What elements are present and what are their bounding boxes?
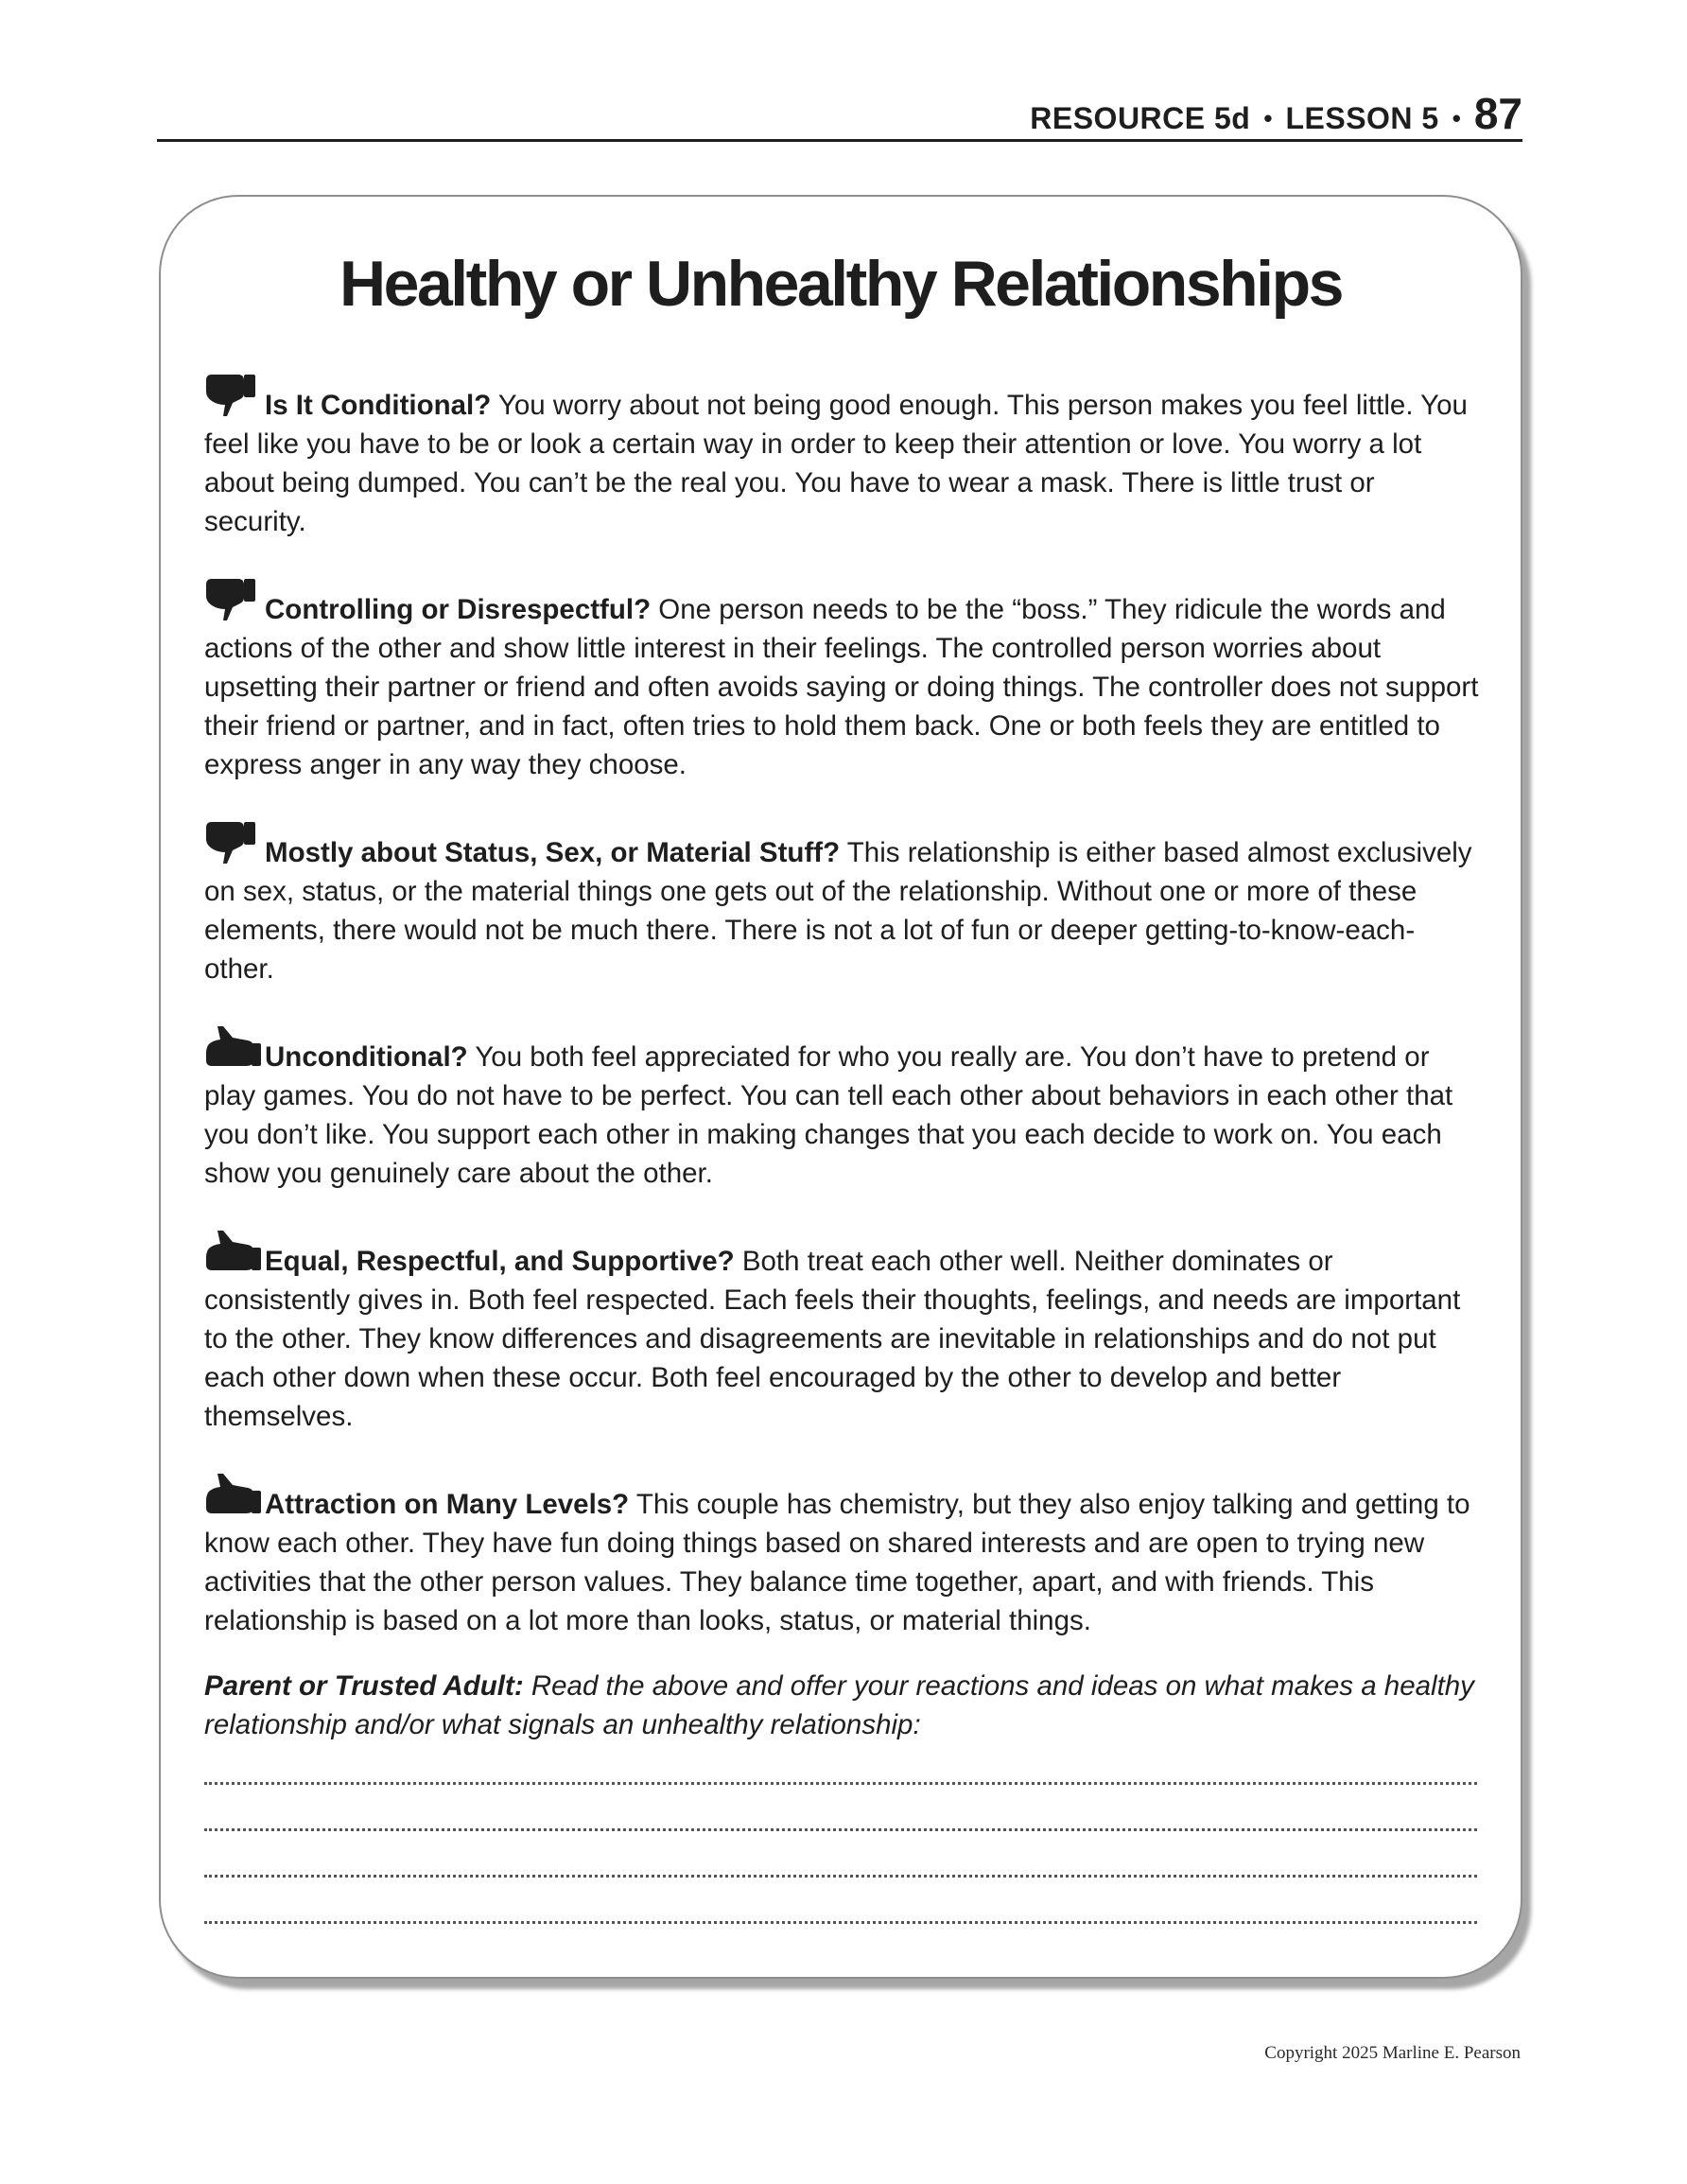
response-line[interactable]: [204, 1785, 1477, 1831]
relationship-list: [204, 344, 1481, 1676]
item-heading: Equal, Respectful, and Supportive?: [265, 1245, 735, 1277]
item-heading: Unconditional?: [265, 1040, 468, 1073]
adult-prompt: [204, 1667, 1490, 1744]
thumbs-down-icon: [204, 373, 263, 416]
header-bullet: •: [1452, 104, 1461, 132]
copyright-notice: Copyright 2025 Marline E. Pearson: [1264, 2043, 1521, 2063]
item-heading: Attraction on Many Levels?: [265, 1488, 630, 1520]
thumbs-up-icon: [204, 1472, 263, 1515]
list-item: [204, 577, 1481, 784]
list-item: [204, 1472, 1481, 1640]
response-line[interactable]: [204, 1831, 1477, 1878]
item-body: One person needs to be the “boss.” They ridicule the words and actions of the other and show little interest in their feelings. The controlled person worries about upsetting their partner or friend and often avoids saying or doing things. The controller does not support their friend or partner, and in fact, often tries to hold them back. One or both feels they are entitled to express anger in any way they choose.: [204, 593, 1479, 780]
item-heading: Controlling or Disrespectful?: [265, 593, 652, 625]
list-item: [204, 820, 1481, 988]
item-heading: Is It Conditional?: [265, 389, 492, 421]
list-item: [204, 373, 1481, 541]
item-body: Both treat each other well. Neither dominates or consistently gives in. Both feel respected. Each feels their thoughts, feelings, and needs are important to the other. They know differences and disagreements are inevitable in relationships and do not put each other down when these occur. Both feel encouraged by the other to develop and better themselves.: [204, 1245, 1461, 1432]
header-bullet: •: [1263, 104, 1273, 132]
item-heading: Mostly about Status, Sex, or Material Stuff?: [265, 836, 841, 868]
thumbs-up-icon: [204, 1024, 263, 1068]
list-item: [204, 1229, 1481, 1436]
response-line[interactable]: [204, 1878, 1477, 1924]
item-body: This relationship is either based almost exclusively on sex, status, or the material things one gets out of the relationship. Without one or more of these elements, there would not be much there. There is not a lot of fun or deeper getting-to-know-each-other.: [204, 836, 1472, 985]
adult-prompt-label: Parent or Trusted Adult:: [204, 1669, 524, 1702]
lesson-label: LESSON 5: [1285, 101, 1439, 135]
thumbs-down-icon: [204, 820, 263, 864]
adult-prompt-text: Read the above and offer your reactions and ideas on what makes a healthy relationship and/or what signals an unhealthy relationship:: [204, 1669, 1474, 1740]
response-lines: [204, 1738, 1477, 1924]
page-number: 87: [1473, 89, 1522, 138]
page-header: [157, 87, 1522, 142]
page-title: Healthy or Unhealthy Relationships: [339, 248, 1342, 320]
resource-label: RESOURCE 5d: [1030, 101, 1251, 135]
content-card: [159, 195, 1522, 1979]
thumbs-down-icon: [204, 577, 263, 620]
response-line[interactable]: [204, 1738, 1477, 1785]
item-body: You worry about not being good enough. This person makes you feel little. You feel like you have to be or look a certain way in order to keep their attention or love. You worry a lot about being dumped. You can’t be the real you. You have to wear a mask. There is little trust or security.: [204, 389, 1468, 537]
list-item: [204, 1024, 1481, 1193]
thumbs-up-icon: [204, 1229, 263, 1272]
item-body: You both feel appreciated for who you really are. You don’t have to pretend or play games. You do not have to be perfect. You can tell each other about behaviors in each other that you don’t like. You support each other in making changes that you each decide to work on. You each show you genuinely care about the other.: [204, 1040, 1453, 1189]
item-body: This couple has chemistry, but they also enjoy talking and getting to know each other. They have fun doing things based on shared interests and are open to trying new activities that the other person values. They balance time together, apart, and with friends. This relationship is based on a lot more than looks, status, or material things.: [204, 1488, 1470, 1636]
